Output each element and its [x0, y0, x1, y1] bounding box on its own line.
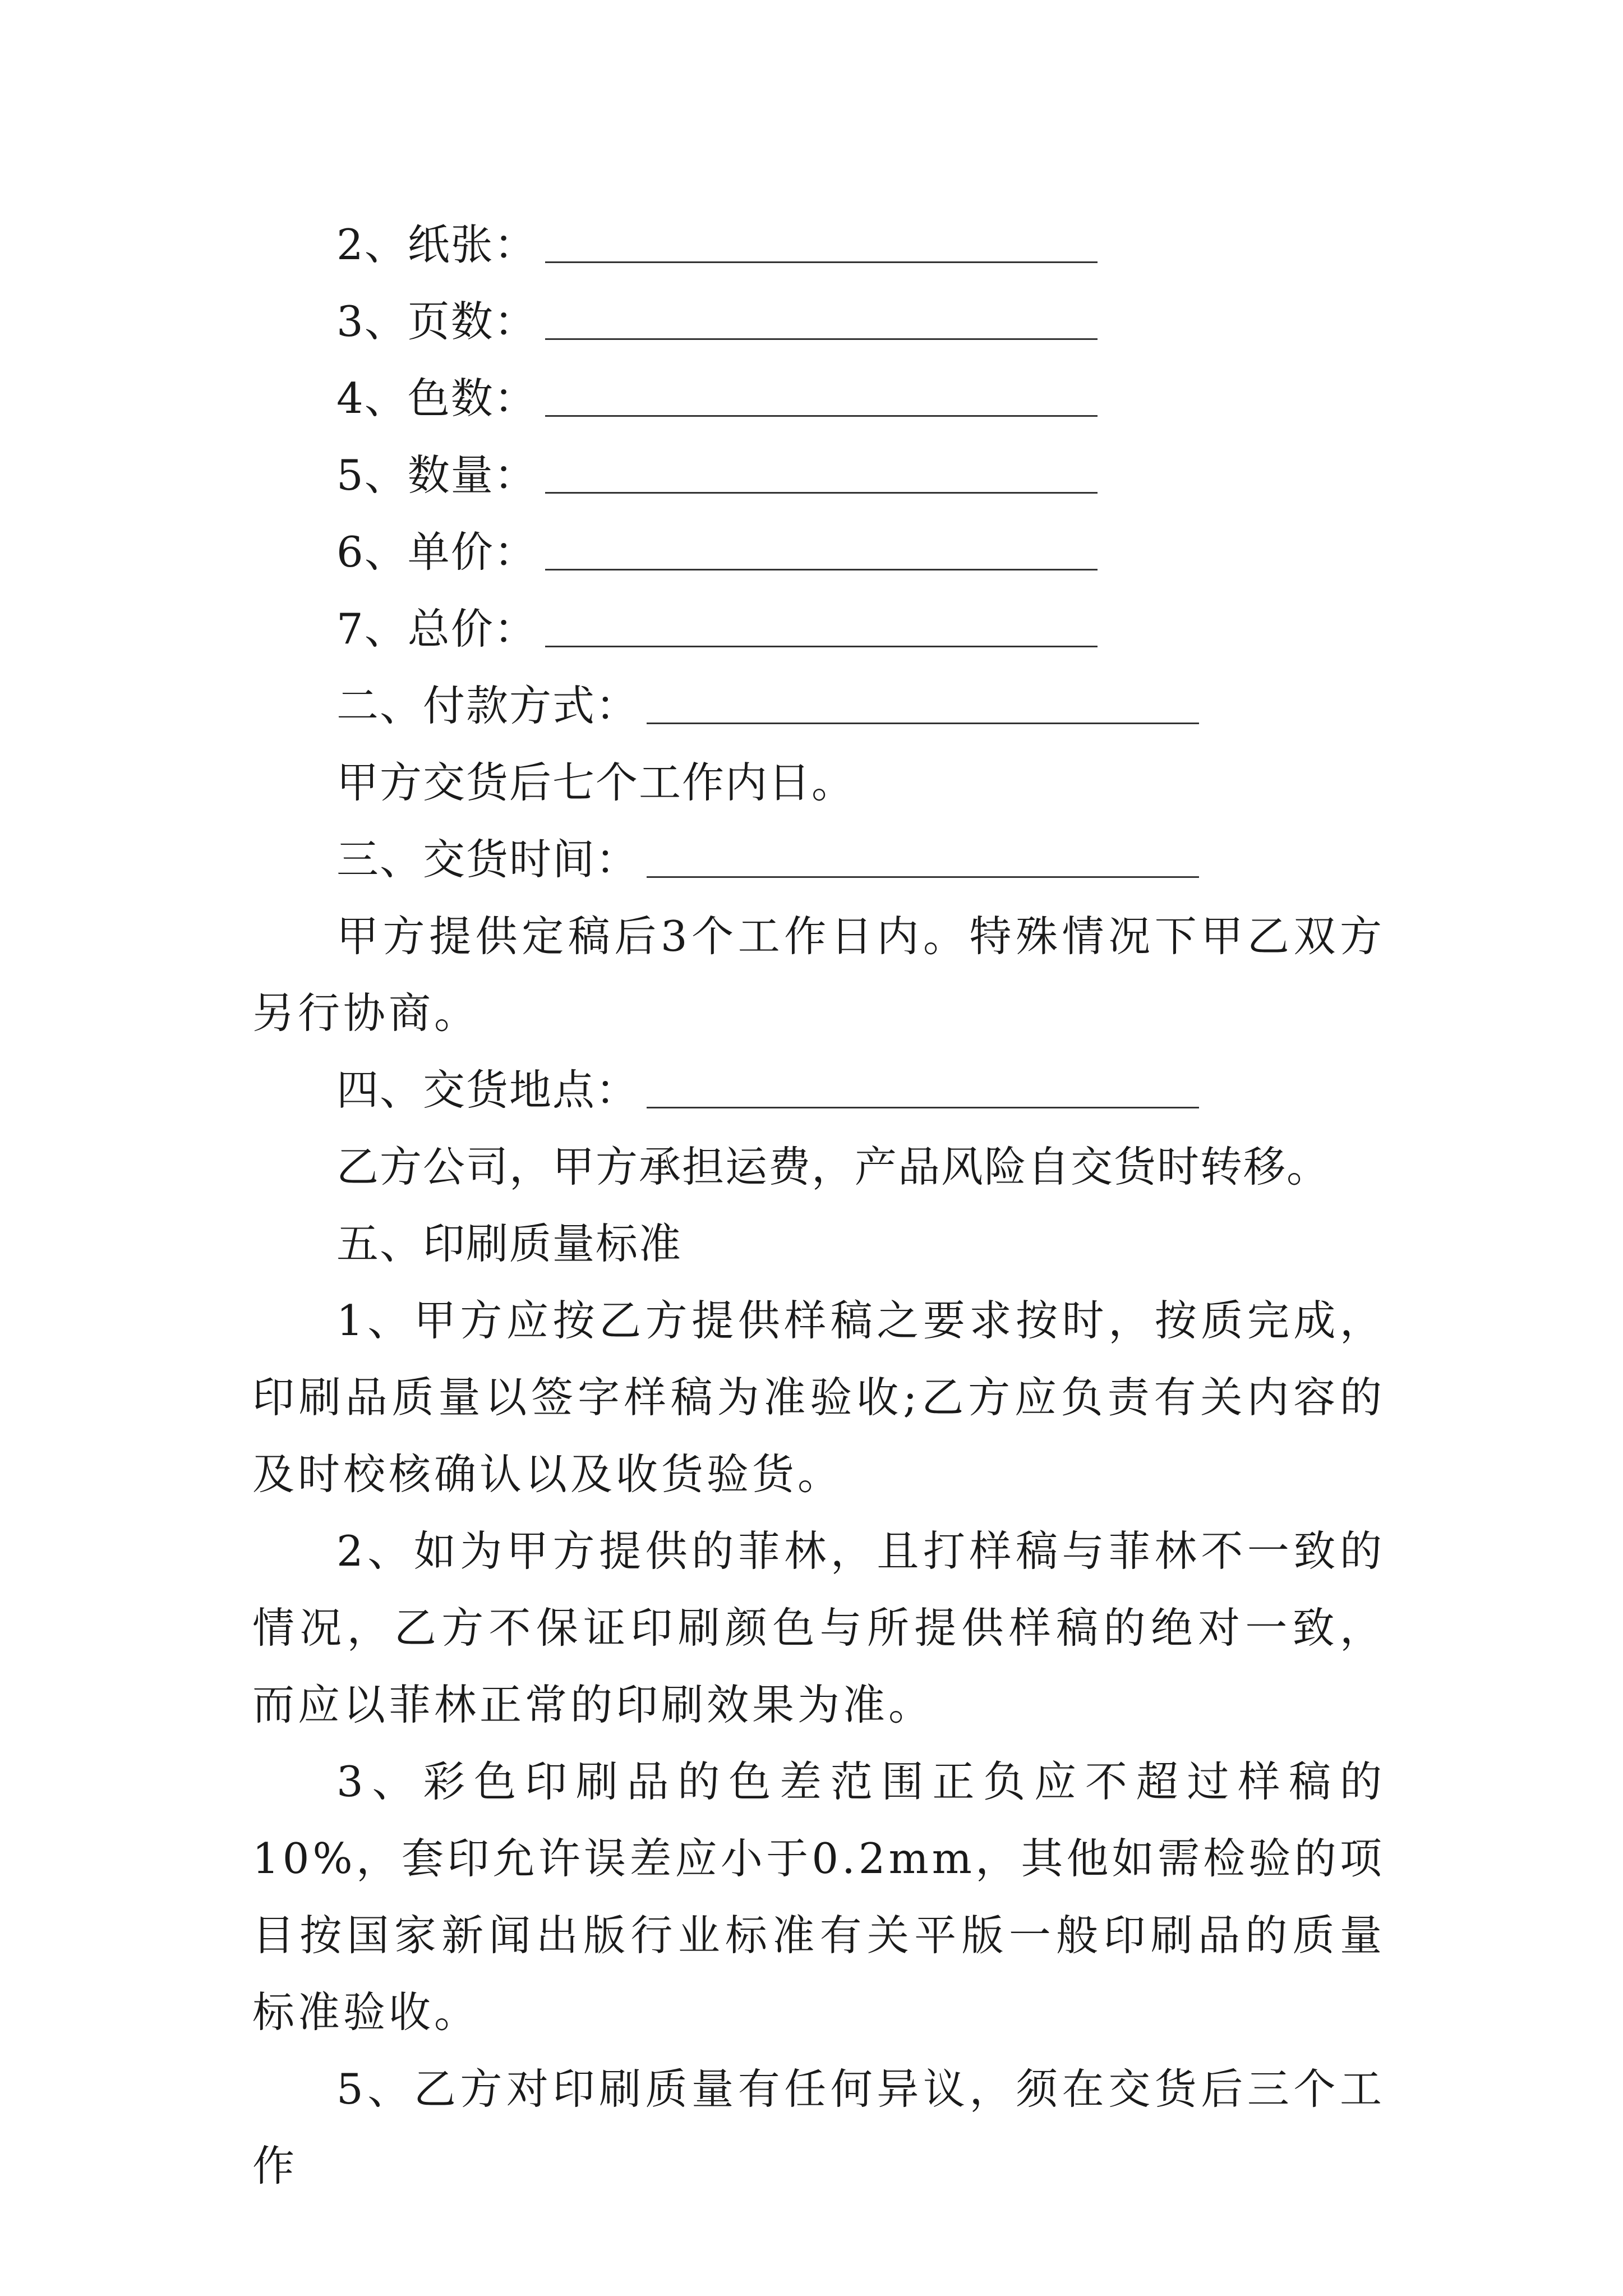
quality-item: 3、彩色印刷品的色差范围正负应不超过样稿的10%，套印允许误差应小于0.2mm，其他如需检验的项目按国家新闻出版行业标准有关平版一般印刷品的质量标准验收。: [252, 1757, 1385, 2037]
section-heading: 四、交货地点：: [336, 1065, 639, 1115]
section-heading: 二、付款方式：: [336, 681, 639, 730]
quality-item: 2、如为甲方提供的菲林，且打样稿与菲林不一致的情况，乙方不保证印刷颜色与所提供样稿的绝对一致，而应以菲林正常的印刷效果为准。: [252, 1526, 1385, 1729]
blank-underline: [545, 338, 1098, 340]
spec-label: 2、纸张：: [336, 220, 537, 269]
spec-label: 7、总价：: [336, 604, 537, 654]
delivery-place-heading: [252, 1052, 1385, 1129]
spec-item-unit-price: [252, 514, 1385, 591]
blank-underline: [545, 492, 1098, 494]
spec-item-quantity: [252, 437, 1385, 514]
quality-heading: 五、印刷质量标准: [336, 1219, 683, 1268]
delivery-time-text: 甲方提供定稿后3个工作日内。特殊情况下甲乙双方另行协商。: [252, 912, 1385, 1038]
spec-item-pages: [252, 283, 1385, 360]
payment-heading: [252, 668, 1385, 744]
contract-body: [252, 206, 1385, 2205]
spec-item-total-price: [252, 591, 1385, 668]
blank-underline: [545, 415, 1098, 417]
blank-underline: [647, 876, 1199, 878]
blank-underline: [545, 261, 1098, 263]
delivery-place-text: 乙方公司，甲方承担运费，产品风险自交货时转移。: [336, 1142, 1330, 1191]
quality-item: 5、乙方对印刷质量有任何异议，须在交货后三个工作: [252, 2064, 1385, 2191]
blank-underline: [545, 569, 1098, 570]
spec-label: 6、单价：: [336, 527, 537, 577]
spec-item-paper: [252, 206, 1385, 283]
quality-item: 1、甲方应按乙方提供样稿之要求按时，按质完成，印刷品质量以签字样稿为准验收;乙方应负责有关内容的及时校核确认以及收货验货。: [252, 1296, 1385, 1499]
payment-text: 甲方交货后七个工作内日。: [336, 758, 855, 807]
spec-label: 3、页数：: [336, 297, 537, 346]
spec-item-colors: [252, 360, 1385, 437]
blank-underline: [647, 723, 1199, 724]
spec-label: 4、色数：: [336, 374, 537, 423]
blank-underline: [545, 646, 1098, 647]
spec-label: 5、数量：: [336, 450, 537, 500]
blank-underline: [647, 1107, 1199, 1108]
delivery-time-heading: [252, 821, 1385, 898]
section-heading: 三、交货时间：: [336, 835, 639, 884]
